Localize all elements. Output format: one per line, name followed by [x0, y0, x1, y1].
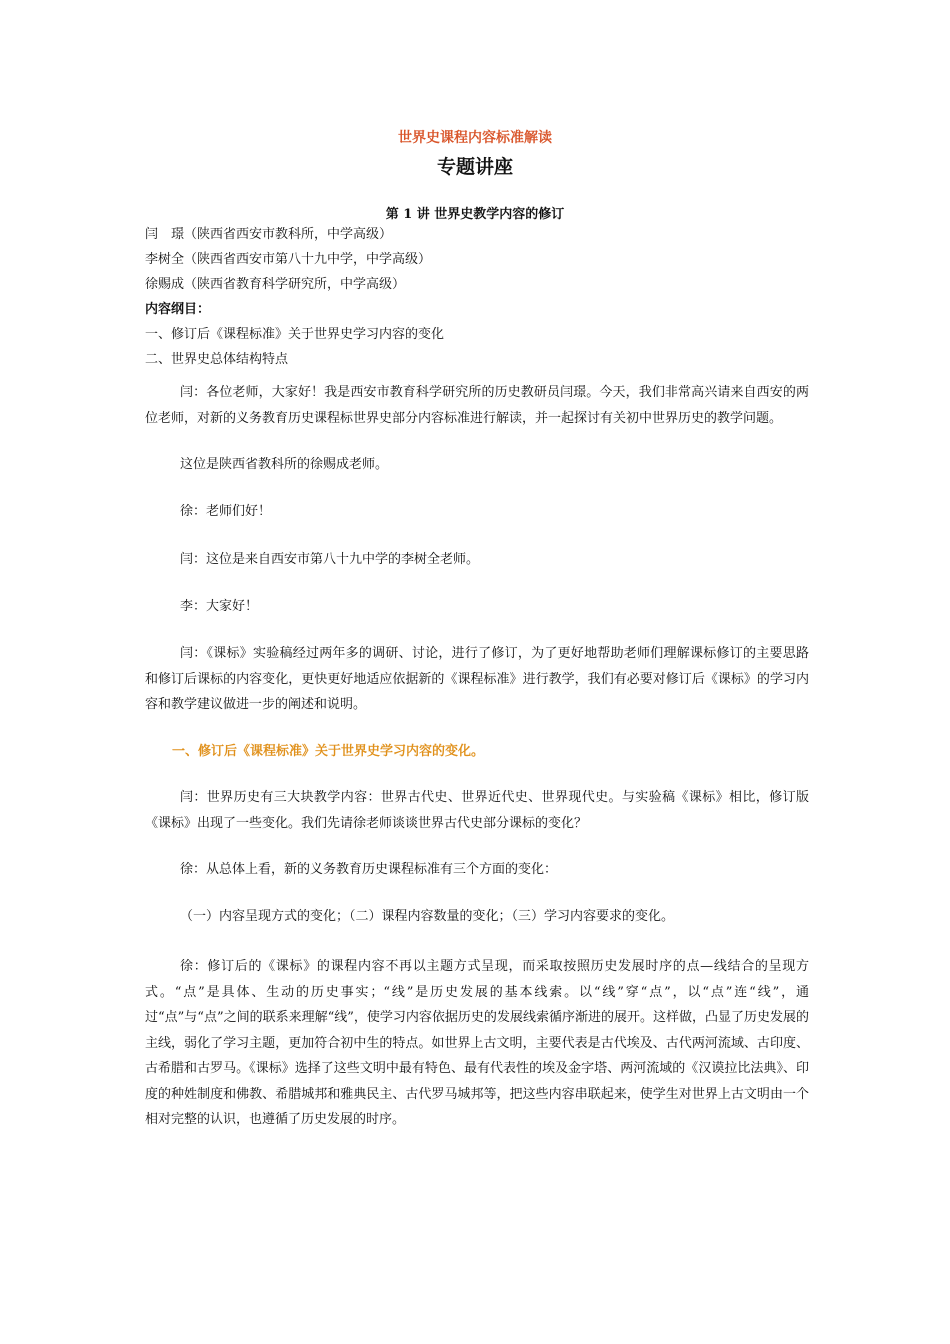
section-heading: 一、修订后《课程标准》关于世界史学习内容的变化。: [172, 744, 485, 759]
paragraph: 闫：各位老师，大家好！我是西安市教育科学研究所的历史教研员闫璟。今天，我们非常高兴请来自西安的两位老师，对新的义务教育历史课程标世界史部分内容标准进行解读，并一起探讨有关初中世界历史的教学问题。: [145, 385, 809, 426]
paragraph: （一）内容呈现方式的变化；（二）课程内容数量的变化；（三）学习内容要求的变化。: [180, 909, 675, 924]
paragraph: 闫：《课标》实验稿经过两年多的调研、讨论，进行了修订，为了更好地帮助老师们理解课标修订的主要思路和修订后课标的内容变化，更快更好地适应依据新的《课程标准》进行教学，我们有必要对修订后《课标》的学习内容和教学建议做进一步的阐述和说明。: [145, 646, 809, 712]
author-line: 闫 璟（陕西省西安市教科所，中学高级）: [145, 227, 393, 242]
document-subtitle: 专题讲座: [436, 156, 513, 178]
outline-item: 一、修订后《课程标准》关于世界史学习内容的变化: [145, 327, 445, 342]
outline-item: 二、世界史总体结构特点: [145, 352, 289, 367]
outline-label: 内容纲目：: [145, 302, 211, 317]
lecture-title: 第 1 讲 世界史教学内容的修订: [385, 207, 565, 222]
paragraph: 徐：老师们好！: [180, 504, 272, 519]
paragraph: 徐：修订后的《课标》的课程内容不再以主题方式呈现，而采取按照历史发展时序的点—线结合的呈现方式。“点”是具体、生动的历史事实；“线”是历史发展的基本线索。以“线”穿“点”，以“点”连“线”，通过“点”与“点”之间的联系来理解“线”，使学习内容依据历史的发展线索循序渐进的展开。这样做，凸显了历史发展的主线，弱化了学习主题，更加符合初中生的特点。如世界上古文明，主要代表是古代埃及、古代两河流域、古印度、古希腊和古罗马。《课标》选择了这些文明中最有特色、最有代表性的埃及金字塔、两河流域的《汉谟拉比法典》、印度的种姓制度和佛教、希腊城邦和雅典民主、古代罗马城邦等，把这些内容串联起来，使学生对世界上古文明由一个相对完整的认识，也遵循了历史发展的时序。: [145, 959, 809, 1127]
document-title: 世界史课程内容标准解读: [398, 130, 552, 146]
author-line: 李树全（陕西省西安市第八十九中学，中学高级）: [145, 252, 432, 267]
paragraph: 闫：这位是来自西安市第八十九中学的李树全老师。: [180, 552, 480, 567]
paragraph: 闫：世界历史有三大块教学内容：世界古代史、世界近代史、世界现代史。与实验稿《课标》相比，修订版《课标》出现了一些变化。我们先请徐老师谈谈世界古代史部分课标的变化？: [145, 790, 809, 831]
paragraph: 徐：从总体上看，新的义务教育历史课程标准有三个方面的变化：: [180, 862, 558, 877]
paragraph: 这位是陕西省教科所的徐赐成老师。: [180, 457, 389, 472]
paragraph: 李：大家好！: [180, 599, 259, 614]
author-line: 徐赐成（陕西省教育科学研究所，中学高级）: [145, 277, 406, 292]
